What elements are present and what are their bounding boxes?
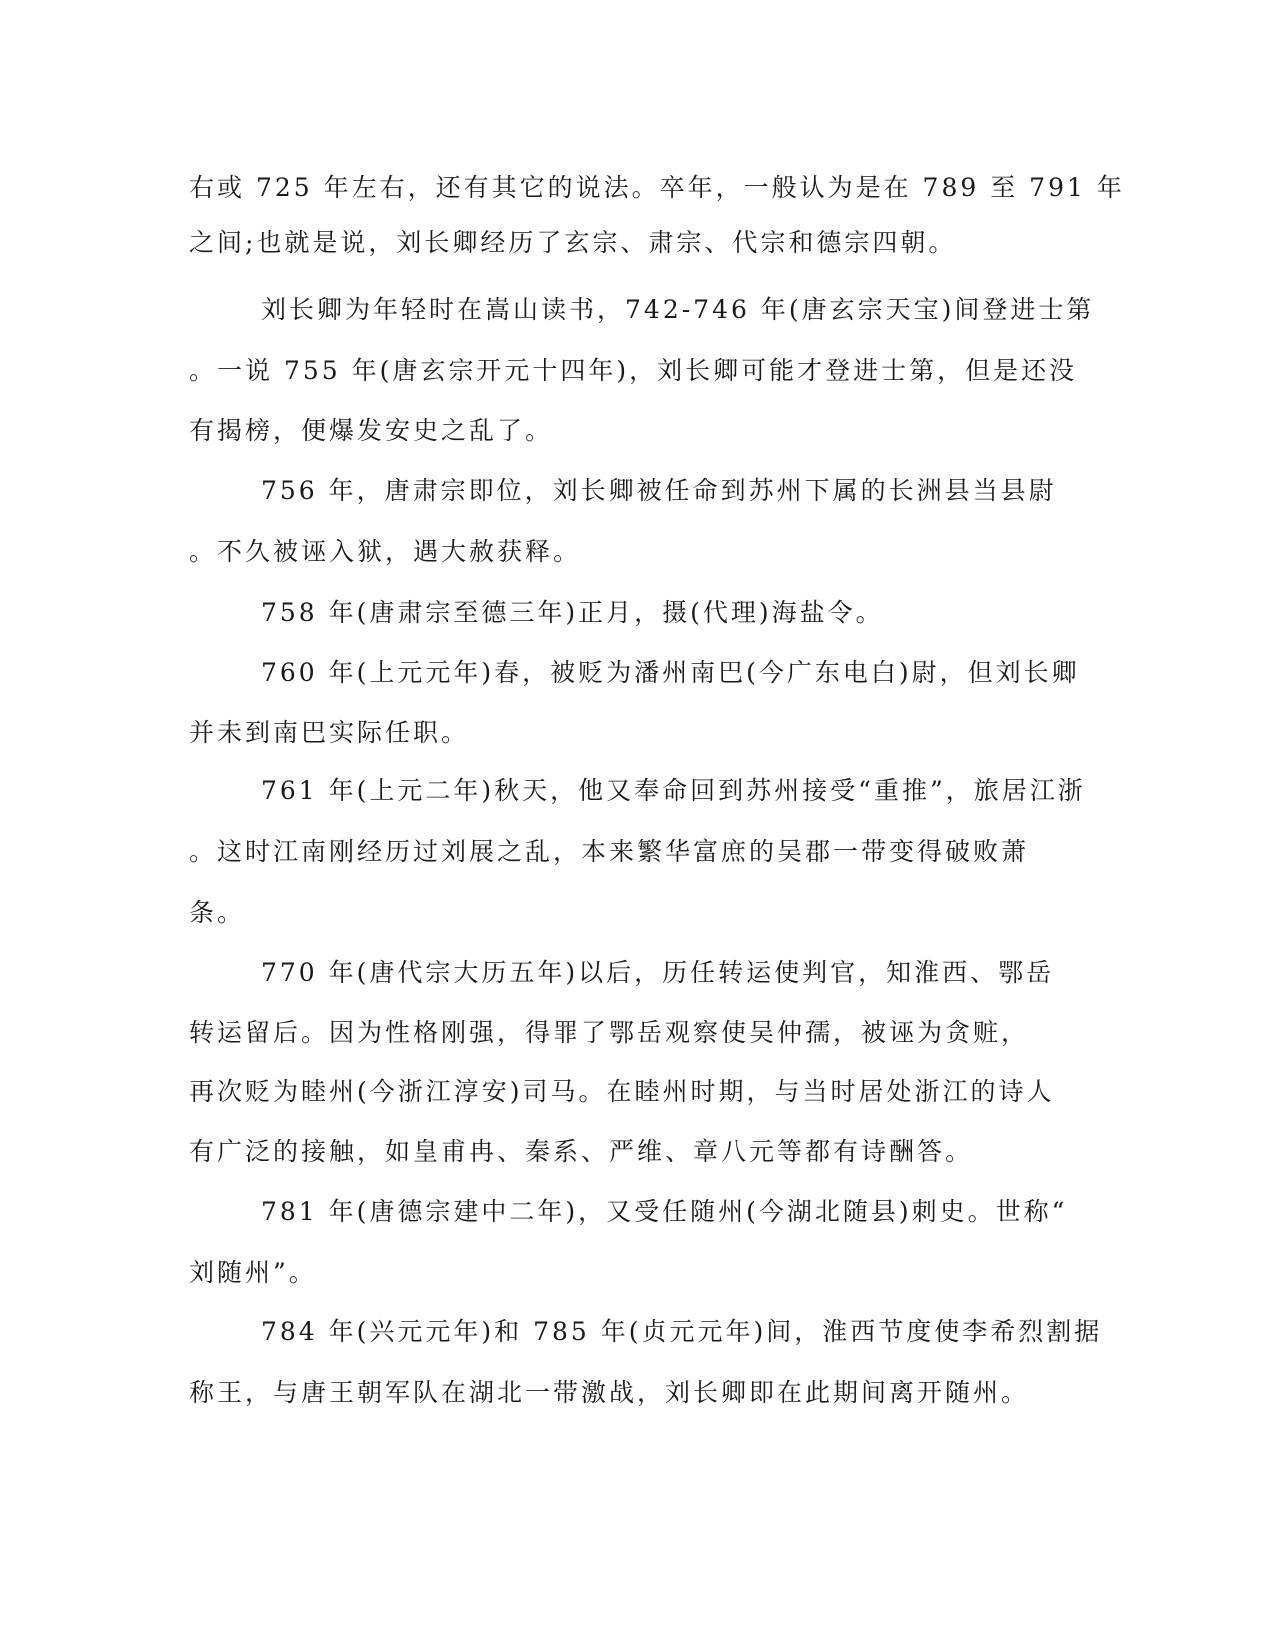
text-line: 有广泛的接触，如皇甫冉、秦系、严维、章八元等都有诗酬答。 xyxy=(189,1137,974,1166)
text-line: 770 年(唐代宗大历五年)以后，历任转运使判官，知淮西、鄂岳 xyxy=(261,958,1055,987)
text-line: 761 年(上元二年)秋天，他又奉命回到苏州接受“重推”，旅居江浙 xyxy=(261,776,1086,805)
text-line: 转运留后。因为性格刚强，得罪了鄂岳观察使吴仲孺，被诬为贪赃， xyxy=(189,1018,1030,1047)
text-line: 之间;也就是说，刘长卿经历了玄宗、肃宗、代宗和德宗四朝。 xyxy=(189,228,957,257)
text-line: 。一说 755 年(唐玄宗开元十四年)，刘长卿可能才登进士第，但是还没 xyxy=(189,356,1078,385)
text-line: 760 年(上元元年)春，被贬为潘州南巴(今广东电白)尉，但刘长卿 xyxy=(261,658,1080,687)
text-line: 刘随州”。 xyxy=(189,1258,317,1287)
text-line: 并未到南巴实际任职。 xyxy=(189,718,470,747)
text-line: 。不久被诬入狱，遇大赦获释。 xyxy=(189,537,582,566)
text-line: 刘长卿为年轻时在嵩山读书，742-746 年(唐玄宗天宝)间登进士第 xyxy=(261,295,1095,324)
text-line: 758 年(唐肃宗至德三年)正月，摄(代理)海盐令。 xyxy=(261,598,884,627)
text-line: 781 年(唐德宗建中二年)，又受任随州(今湖北随县)刺史。世称“ xyxy=(261,1197,1068,1226)
text-line: 条。 xyxy=(189,898,246,927)
text-line: 756 年，唐肃宗即位，刘长卿被任命到苏州下属的长洲县当县尉 xyxy=(261,476,1057,505)
text-line: 右或 725 年左右，还有其它的说法。卒年，一般认为是在 789 至 791 年 xyxy=(189,173,1125,202)
text-line: 再次贬为睦州(今浙江淳安)司马。在睦州时期，与当时居处浙江的诗人 xyxy=(189,1077,1055,1106)
text-line: 称王，与唐王朝军队在湖北一带激战，刘长卿即在此期间离开随州。 xyxy=(189,1378,1030,1407)
text-line: 784 年(兴元元年)和 785 年(贞元元年)间，淮西节度使李希烈割据 xyxy=(261,1317,1103,1346)
text-line: 有揭榜，便爆发安史之乱了。 xyxy=(189,416,554,445)
text-line: 。这时江南刚经历过刘展之乱，本来繁华富庶的吴郡一带变得破败萧 xyxy=(189,837,1030,866)
